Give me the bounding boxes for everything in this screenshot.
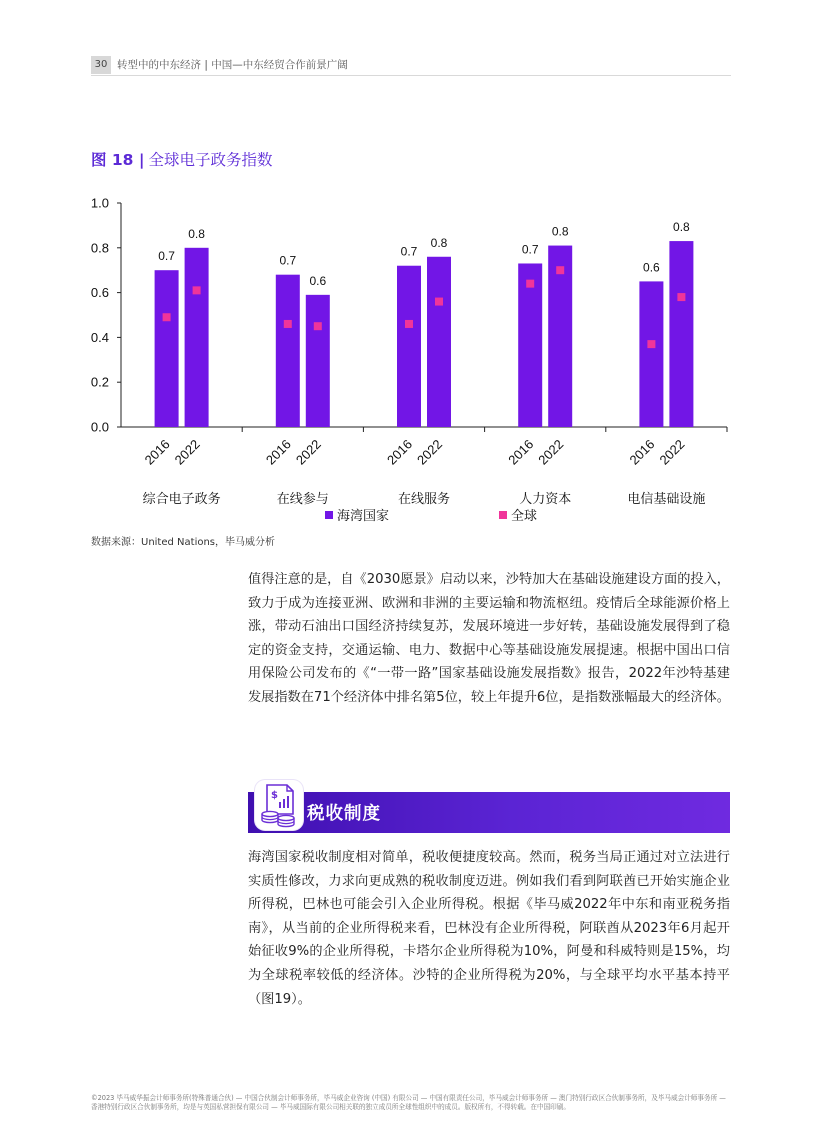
x-tick-label: 2016 <box>262 436 294 468</box>
bar <box>427 257 451 427</box>
global-marker <box>284 320 292 328</box>
x-tick-label: 2016 <box>626 436 658 468</box>
tax-document-icon <box>255 780 303 830</box>
y-tick-label: 0.8 <box>90 240 109 256</box>
bar <box>518 263 542 427</box>
y-tick-label: 0.6 <box>90 285 109 301</box>
bar-data-label: 0.6 <box>309 273 327 288</box>
global-marker <box>556 266 564 274</box>
bar-data-label: 0.8 <box>673 220 690 235</box>
x-tick-label: 2022 <box>656 436 688 468</box>
global-marker <box>314 322 322 330</box>
global-marker <box>677 293 685 301</box>
bar <box>155 270 179 427</box>
bar-data-label: 0.8 <box>551 224 569 239</box>
bar <box>185 248 209 427</box>
global-marker <box>526 280 534 288</box>
legend-swatch <box>499 511 507 519</box>
category-label: 电信基础设施 <box>627 492 706 507</box>
section-banner <box>248 792 730 833</box>
figure-number: 图 18 | <box>91 151 145 169</box>
legend-label: 海湾国家 <box>337 509 390 524</box>
bar <box>397 266 421 427</box>
y-tick-label: 0.4 <box>90 329 109 345</box>
category-label: 在线服务 <box>397 492 451 507</box>
legend-swatch <box>325 511 333 519</box>
x-tick-label: 2022 <box>292 436 324 468</box>
bar-data-label: 0.8 <box>188 226 205 241</box>
x-tick-label: 2022 <box>171 436 203 468</box>
x-tick-label: 2022 <box>535 436 567 468</box>
bar-data-label: 0.7 <box>279 253 297 268</box>
y-tick-label: 0.0 <box>90 419 109 435</box>
x-tick-label: 2016 <box>505 436 537 468</box>
bar <box>276 275 300 427</box>
global-marker <box>163 313 171 321</box>
figure-title-text: 全球电子政务指数 <box>148 151 273 169</box>
body-paragraph-2: 海湾国家税收制度相对简单，税收便捷度较高。然而，税务当局正通过对立法进行实质性修改，力求向更成熟的税收制度迈进。例如我们看到阿联酋已开始实施企业所得税，巴林也可能会引入企业所得税。根据《毕马威2022年中东和南亚税务指南》，从当前的企业所得税来看，巴林没有企业所得税，阿联酋从2023年6月起开始征收9%的企业所得税，卡塔尔企业所得税为10%，阿曼和科威特则是15%，均为全球税率较低的经济体。沙特的企业所得税为20%，与全球平均水平基本持平（图19）。 <box>248 850 730 1007</box>
category-label: 人力资本 <box>519 492 572 507</box>
figure-source: 数据来源：United Nations，毕马威分析 <box>91 537 276 548</box>
y-tick-label: 0.2 <box>90 374 109 390</box>
global-marker <box>647 340 655 348</box>
global-marker <box>435 298 443 306</box>
bar-data-label: 0.8 <box>430 235 448 250</box>
svg-text:$: $ <box>271 790 278 801</box>
global-marker <box>193 286 201 294</box>
bar-data-label: 0.7 <box>521 242 539 257</box>
bar-data-label: 0.6 <box>643 260 660 275</box>
copyright-footer: ©2023 毕马威华振会计师事务所(特殊普通合伙) — 中国合伙制会计师事务所，毕马威企业咨询 (中国) 有限公司 — 中国有限责任公司，毕马威会计师事务所 — 澳门特别行政区合伙制事务所，及毕马威会计师事务所 — 香港特别行政区合伙制事务所，均是与英国私营担保有限公司 — 毕马威国际有限公司相关联的独立成员所全球性组织中的成员。版权所有，不得转载。在中国印刷。 <box>91 1094 726 1111</box>
section-title: 税收制度 <box>307 804 381 824</box>
y-tick-label: 1.0 <box>90 195 109 211</box>
bar-data-label: 0.7 <box>158 249 175 264</box>
bar <box>639 281 663 427</box>
legend-label: 全球 <box>511 509 538 524</box>
bar <box>669 241 693 427</box>
category-label: 综合电子政务 <box>142 492 221 507</box>
x-tick-label: 2016 <box>384 436 416 468</box>
global-marker <box>405 320 413 328</box>
bar <box>306 295 330 427</box>
body-paragraph-1: 值得注意的是，自《2030愿景》启动以来，沙特加大在基础设施建设方面的投入，致力于成为连接亚洲、欧洲和非洲的主要运输和物流枢纽。疫情后全球能源价格上涨，带动石油出口国经济持续复苏，发展环境进一步好转，基础设施发展得到了稳定的资金支持，交通运输、电力、数据中心等基础设施发展提速。根据中国出口信用保险公司发布的《“一带一路”国家基础设施发展指数》报告，2022年沙特基建发展指数在71个经济体中排名第5位，较上年提升6位，是指数涨幅最大的经济体。 <box>248 572 730 705</box>
category-label: 在线参与 <box>276 492 329 507</box>
running-title: 转型中的中东经济 | 中国—中东经贸合作前景广阔 <box>117 59 348 71</box>
x-tick-label: 2016 <box>141 436 173 468</box>
page-number: 30 <box>91 56 111 74</box>
bar-data-label: 0.7 <box>400 244 418 259</box>
x-tick-label: 2022 <box>414 436 446 468</box>
e-government-index-chart <box>0 0 816 540</box>
